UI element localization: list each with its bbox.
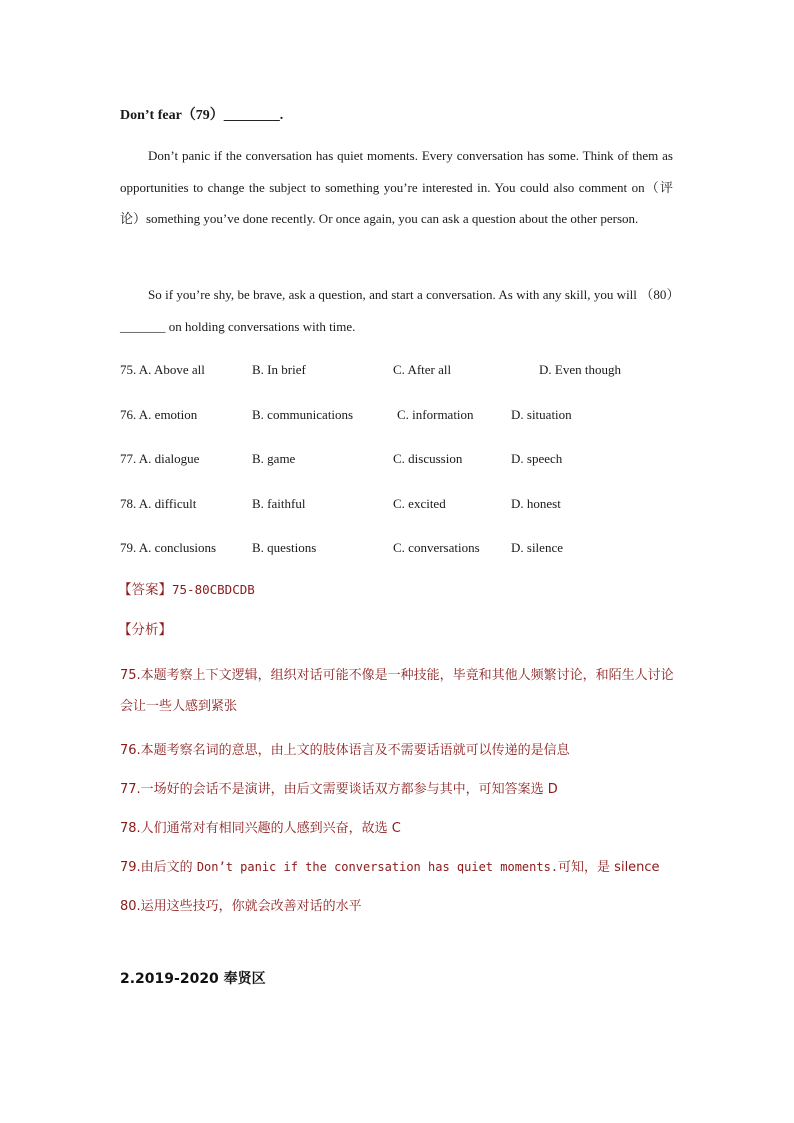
option-c: C. excited (393, 496, 446, 511)
analysis-79-suffix: 可知，是 silence (558, 860, 660, 875)
passage-heading: Don’t fear（79）________. (120, 108, 284, 123)
answer-value: 75-80CBDCDB (172, 582, 255, 597)
option-d: D. speech (511, 451, 563, 466)
option-a: 75. A. Above all (120, 362, 205, 377)
analysis-80: 80.运用这些技巧，你就会改善对话的水平 (120, 899, 362, 914)
option-d: D. Even though (539, 362, 621, 377)
option-c: C. discussion (393, 451, 463, 466)
option-b: B. questions (252, 540, 317, 555)
option-a: 76. A. emotion (120, 407, 198, 422)
answer-line (118, 578, 255, 599)
analysis-76: 76.本题考察名词的意思，由上文的肢体语言及不需要话语就可以传递的是信息 (120, 743, 570, 758)
paragraph-2: So if you’re shy, be brave, ask a question, and start a conversation. As with any skill, you will （80）_______ on holding conversations with time. (120, 287, 673, 334)
option-a: 77. A. dialogue (120, 451, 200, 466)
option-c: C. information (397, 407, 474, 422)
option-d: D. situation (511, 407, 572, 422)
analysis-label: 【分析】 (118, 622, 172, 638)
analysis-79-quote: Don’t panic if the conversation has quiet moments. (196, 860, 559, 874)
paragraph-1: Don’t panic if the conversation has quiet moments. Every conversation has some. Think of them as opportunities to change the subject to something you’re interested in. You could also comment on（评论）something you’ve done recently. Or once again, you can ask a question about the other person. (120, 148, 673, 226)
analysis-79 (120, 852, 680, 883)
option-d: D. silence (511, 540, 563, 555)
option-b: B. game (252, 451, 296, 466)
option-b: B. communications (252, 407, 354, 422)
option-c: C. After all (393, 362, 452, 377)
analysis-77: 77.一场好的会话不是演讲，由后文需要谈话双方都参与其中，可知答案选 D (120, 782, 558, 797)
option-b: B. In brief (252, 362, 306, 377)
analysis-79-prefix: 79.由后文的 (120, 860, 197, 875)
section-title: 2.2019-2020 奉贤区 (120, 971, 266, 987)
option-b: B. faithful (252, 496, 306, 511)
analysis-78: 78.人们通常对有相同兴趣的人感到兴奋，故选 C (120, 821, 401, 836)
option-d: D. honest (511, 496, 561, 511)
option-a: 78. A. difficult (120, 496, 197, 511)
option-c: C. conversations (393, 540, 480, 555)
answer-label: 【答案】 (118, 582, 172, 598)
analysis-75: 75.本题考察上下文逻辑，组织对话可能不像是一种技能，毕竟和其他人频繁讨论，和陌生人讨论会让一些人感到紧张 (120, 668, 674, 714)
option-a: 79. A. conclusions (120, 540, 217, 555)
